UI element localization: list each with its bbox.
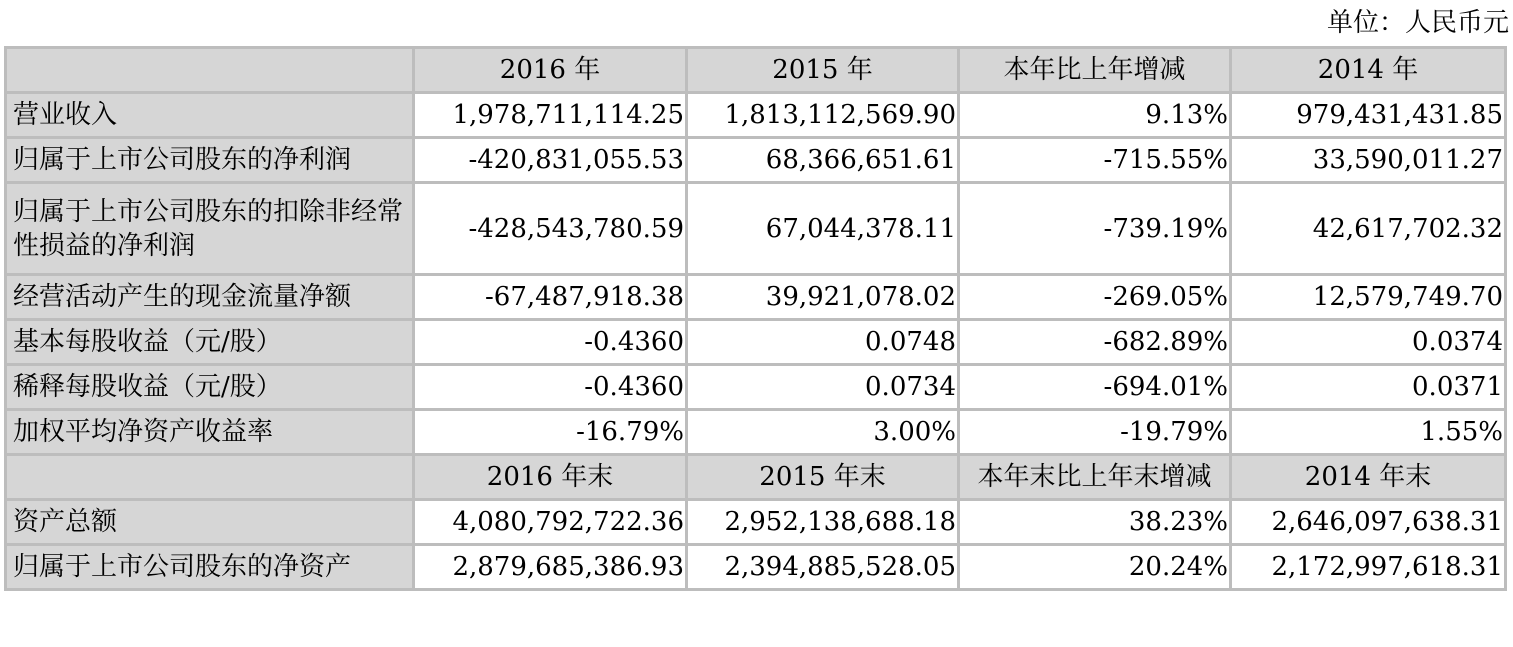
header-row-yearly	[6, 48, 1506, 93]
header-cell-empty	[6, 455, 414, 500]
row-label: 资产总额	[6, 500, 414, 545]
financial-summary-table	[4, 46, 1507, 591]
value-cell: 0.0734	[687, 365, 959, 410]
row-label: 稀释每股收益（元/股）	[6, 365, 414, 410]
header-cell-2015: 2015 年	[687, 48, 959, 93]
row-label: 归属于上市公司股东的净利润	[6, 138, 414, 183]
table-row	[6, 275, 1506, 320]
header-cell-change-end: 本年末比上年末增减	[959, 455, 1231, 500]
value-cell: -715.55%	[959, 138, 1231, 183]
table-row	[6, 138, 1506, 183]
value-cell: -19.79%	[959, 410, 1231, 455]
value-cell: 3.00%	[687, 410, 959, 455]
value-cell: 1.55%	[1231, 410, 1506, 455]
value-cell: 33,590,011.27	[1231, 138, 1506, 183]
value-cell: -739.19%	[959, 183, 1231, 275]
value-cell: 0.0371	[1231, 365, 1506, 410]
value-cell: -694.01%	[959, 365, 1231, 410]
value-cell: 68,366,651.61	[687, 138, 959, 183]
value-cell: 2,879,685,386.93	[414, 545, 687, 590]
row-label: 基本每股收益（元/股）	[6, 320, 414, 365]
row-label: 归属于上市公司股东的净资产	[6, 545, 414, 590]
header-cell-2016: 2016 年	[414, 48, 687, 93]
header-cell-empty	[6, 48, 414, 93]
table-row	[6, 500, 1506, 545]
value-cell: -682.89%	[959, 320, 1231, 365]
value-cell: 0.0374	[1231, 320, 1506, 365]
header-cell-2016-end: 2016 年末	[414, 455, 687, 500]
value-cell: 42,617,702.32	[1231, 183, 1506, 275]
unit-label: 单位：人民币元	[1326, 8, 1509, 38]
value-cell: 979,431,431.85	[1231, 93, 1506, 138]
value-cell: 2,394,885,528.05	[687, 545, 959, 590]
value-cell: -67,487,918.38	[414, 275, 687, 320]
value-cell: 67,044,378.11	[687, 183, 959, 275]
row-label: 经营活动产生的现金流量净额	[6, 275, 414, 320]
value-cell: 2,172,997,618.31	[1231, 545, 1506, 590]
header-cell-change: 本年比上年增减	[959, 48, 1231, 93]
value-cell: 39,921,078.02	[687, 275, 959, 320]
row-label: 归属于上市公司股东的扣除非经常性损益的净利润	[6, 183, 414, 275]
table-row	[6, 410, 1506, 455]
value-cell: 2,952,138,688.18	[687, 500, 959, 545]
header-cell-2014: 2014 年	[1231, 48, 1506, 93]
value-cell: 0.0748	[687, 320, 959, 365]
table-row	[6, 183, 1506, 275]
value-cell: 2,646,097,638.31	[1231, 500, 1506, 545]
value-cell: 4,080,792,722.36	[414, 500, 687, 545]
value-cell: -0.4360	[414, 320, 687, 365]
value-cell: 12,579,749.70	[1231, 275, 1506, 320]
value-cell: 20.24%	[959, 545, 1231, 590]
value-cell: 1,978,711,114.25	[414, 93, 687, 138]
row-label: 营业收入	[6, 93, 414, 138]
table-row	[6, 365, 1506, 410]
value-cell: -269.05%	[959, 275, 1231, 320]
table-row	[6, 93, 1506, 138]
value-cell: -428,543,780.59	[414, 183, 687, 275]
value-cell: -0.4360	[414, 365, 687, 410]
header-row-year-end	[6, 455, 1506, 500]
value-cell: 1,813,112,569.90	[687, 93, 959, 138]
value-cell: -420,831,055.53	[414, 138, 687, 183]
header-cell-2014-end: 2014 年末	[1231, 455, 1506, 500]
value-cell: 9.13%	[959, 93, 1231, 138]
row-label: 加权平均净资产收益率	[6, 410, 414, 455]
value-cell: -16.79%	[414, 410, 687, 455]
table-row	[6, 320, 1506, 365]
value-cell: 38.23%	[959, 500, 1231, 545]
header-cell-2015-end: 2015 年末	[687, 455, 959, 500]
table-row	[6, 545, 1506, 590]
